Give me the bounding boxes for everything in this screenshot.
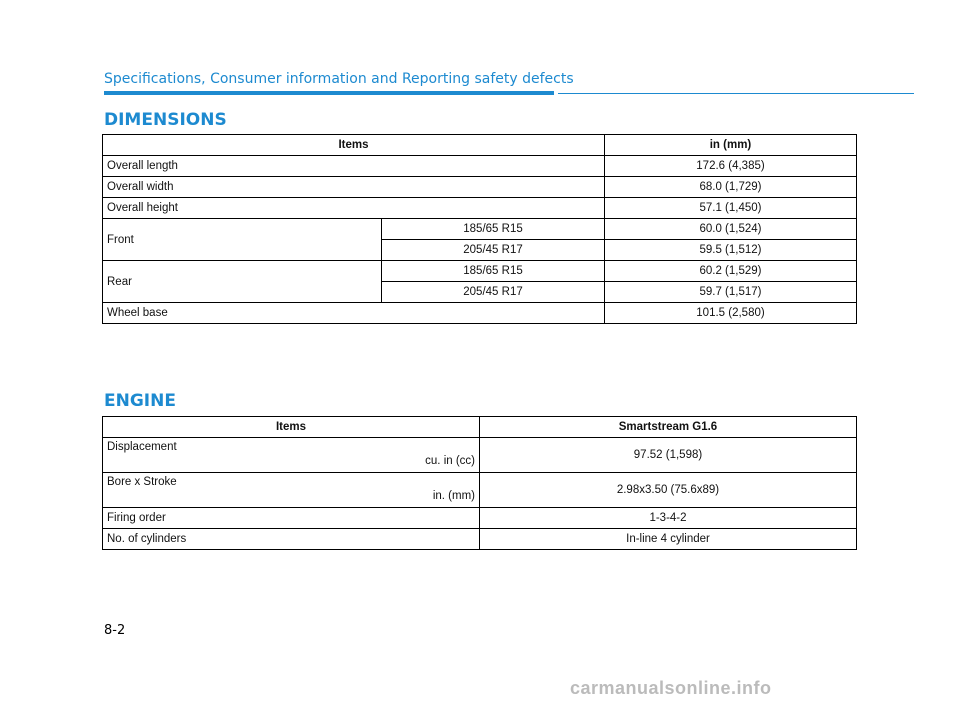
row-unit: in. (mm) bbox=[432, 490, 475, 502]
row-value: 60.0 (1,524) bbox=[605, 219, 857, 240]
row-label: No. of cylinders bbox=[103, 529, 480, 550]
table-row bbox=[103, 177, 857, 198]
table-row bbox=[103, 219, 857, 240]
header-engine-model: Smartstream G1.6 bbox=[480, 417, 857, 438]
row-label: Bore x Stroke bbox=[107, 476, 177, 488]
row-label-cell bbox=[103, 473, 480, 508]
row-value: 2.98x3.50 (75.6x89) bbox=[480, 473, 857, 508]
row-value: In-line 4 cylinder bbox=[480, 529, 857, 550]
row-label: Overall width bbox=[103, 177, 605, 198]
table-row bbox=[103, 303, 857, 324]
row-value: 1-3-4-2 bbox=[480, 508, 857, 529]
row-label: Rear bbox=[103, 261, 382, 303]
header-items: Items bbox=[103, 417, 480, 438]
table-row bbox=[103, 438, 857, 473]
tire-size: 185/65 R15 bbox=[382, 219, 605, 240]
row-label: Wheel base bbox=[103, 303, 605, 324]
table-row bbox=[103, 261, 857, 282]
row-label: Overall length bbox=[103, 156, 605, 177]
table-row bbox=[103, 198, 857, 219]
table-row bbox=[103, 529, 857, 550]
table-header-row bbox=[103, 417, 857, 438]
row-value: 68.0 (1,729) bbox=[605, 177, 857, 198]
table-row bbox=[103, 473, 857, 508]
row-value: 57.1 (1,450) bbox=[605, 198, 857, 219]
header-accent-bar bbox=[104, 91, 554, 95]
row-value: 172.6 (4,385) bbox=[605, 156, 857, 177]
header-unit: in (mm) bbox=[605, 135, 857, 156]
dimensions-table bbox=[102, 134, 857, 324]
row-value: 97.52 (1,598) bbox=[480, 438, 857, 473]
row-label: Front bbox=[103, 219, 382, 261]
tire-size: 205/45 R17 bbox=[382, 282, 605, 303]
tire-size: 185/65 R15 bbox=[382, 261, 605, 282]
header-divider-line bbox=[558, 93, 914, 94]
page-number: 8-2 bbox=[104, 623, 126, 638]
row-value: 60.2 (1,529) bbox=[605, 261, 857, 282]
tire-size: 205/45 R17 bbox=[382, 240, 605, 261]
row-label: Firing order bbox=[103, 508, 480, 529]
row-value: 59.5 (1,512) bbox=[605, 240, 857, 261]
table-header-row bbox=[103, 135, 857, 156]
row-label-cell bbox=[103, 438, 480, 473]
section-header-title: Specifications, Consumer information and Reporting safety defects bbox=[104, 71, 574, 87]
row-unit: cu. in (cc) bbox=[425, 455, 475, 467]
dimensions-title: DIMENSIONS bbox=[104, 110, 227, 130]
table-row bbox=[103, 156, 857, 177]
row-value: 101.5 (2,580) bbox=[605, 303, 857, 324]
engine-title: ENGINE bbox=[104, 391, 176, 411]
engine-table bbox=[102, 416, 857, 550]
row-label: Displacement bbox=[107, 441, 177, 453]
row-value: 59.7 (1,517) bbox=[605, 282, 857, 303]
watermark: carmanualsonline.info bbox=[570, 678, 772, 698]
table-row bbox=[103, 508, 857, 529]
header-items: Items bbox=[103, 135, 605, 156]
row-label: Overall height bbox=[103, 198, 605, 219]
